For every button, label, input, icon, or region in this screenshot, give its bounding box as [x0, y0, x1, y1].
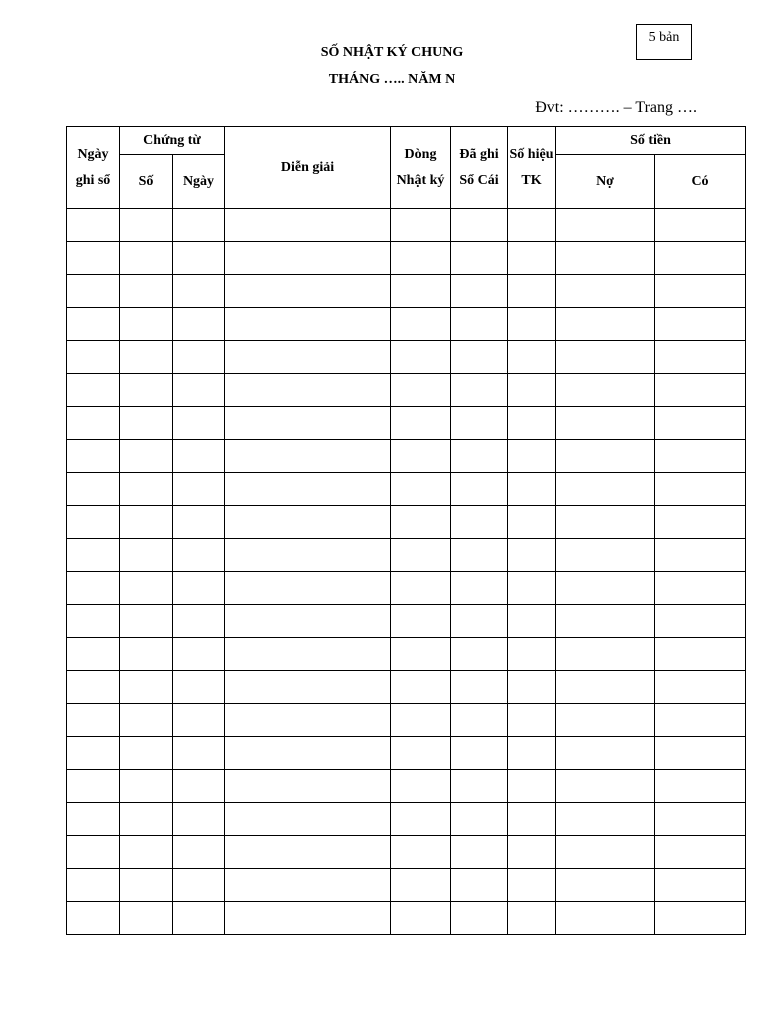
table-cell[interactable]: [391, 836, 451, 869]
table-cell[interactable]: [556, 308, 655, 341]
table-cell[interactable]: [225, 374, 391, 407]
table-cell[interactable]: [225, 440, 391, 473]
table-cell[interactable]: [120, 671, 173, 704]
table-cell[interactable]: [451, 242, 508, 275]
table-cell[interactable]: [508, 407, 556, 440]
table-cell[interactable]: [391, 209, 451, 242]
table-cell[interactable]: [225, 539, 391, 572]
table-row: [67, 308, 746, 341]
table-cell[interactable]: [173, 473, 225, 506]
table-cell[interactable]: [67, 638, 120, 671]
table-cell[interactable]: [451, 572, 508, 605]
table-cell[interactable]: [225, 506, 391, 539]
table-cell[interactable]: [556, 737, 655, 770]
table-cell[interactable]: [391, 737, 451, 770]
table-cell[interactable]: [451, 803, 508, 836]
table-cell[interactable]: [120, 605, 173, 638]
table-cell[interactable]: [173, 770, 225, 803]
table-cell[interactable]: [225, 704, 391, 737]
table-row: [67, 374, 746, 407]
table-cell[interactable]: [173, 374, 225, 407]
table-cell[interactable]: [391, 242, 451, 275]
table-cell[interactable]: [508, 473, 556, 506]
table-cell[interactable]: [120, 308, 173, 341]
table-cell[interactable]: [655, 770, 746, 803]
table-cell[interactable]: [67, 473, 120, 506]
table-cell[interactable]: [655, 539, 746, 572]
table-cell[interactable]: [225, 308, 391, 341]
table-cell[interactable]: [67, 671, 120, 704]
table-cell[interactable]: [120, 440, 173, 473]
table-cell[interactable]: [67, 869, 120, 902]
table-cell[interactable]: [173, 242, 225, 275]
table-cell[interactable]: [120, 770, 173, 803]
table-cell[interactable]: [451, 308, 508, 341]
table-cell[interactable]: [391, 770, 451, 803]
journal-table: [66, 126, 746, 935]
table-cell[interactable]: [655, 869, 746, 902]
table-cell[interactable]: [508, 308, 556, 341]
table-cell[interactable]: [67, 803, 120, 836]
table-cell[interactable]: [508, 671, 556, 704]
table-cell[interactable]: [120, 407, 173, 440]
table-cell[interactable]: [120, 836, 173, 869]
table-cell[interactable]: [391, 869, 451, 902]
table-cell[interactable]: [451, 275, 508, 308]
table-cell[interactable]: [120, 902, 173, 935]
table-cell[interactable]: [120, 803, 173, 836]
table-cell[interactable]: [120, 275, 173, 308]
table-cell[interactable]: [556, 539, 655, 572]
table-cell[interactable]: [508, 737, 556, 770]
table-cell[interactable]: [655, 275, 746, 308]
table-cell[interactable]: [67, 605, 120, 638]
table-cell[interactable]: [67, 506, 120, 539]
table-cell[interactable]: [556, 605, 655, 638]
table-cell[interactable]: [508, 605, 556, 638]
page-title: SỐ NHẬT KÝ CHUNG: [320, 45, 464, 60]
table-cell[interactable]: [391, 275, 451, 308]
table-cell[interactable]: [556, 572, 655, 605]
table-cell[interactable]: [225, 671, 391, 704]
table-cell[interactable]: [173, 902, 225, 935]
table-cell[interactable]: [120, 572, 173, 605]
table-cell[interactable]: [67, 539, 120, 572]
table-cell[interactable]: [556, 770, 655, 803]
table-cell[interactable]: [451, 209, 508, 242]
table-cell[interactable]: [556, 440, 655, 473]
table-cell[interactable]: [655, 308, 746, 341]
table-cell[interactable]: [508, 506, 556, 539]
table-cell[interactable]: [451, 770, 508, 803]
table-cell[interactable]: [451, 869, 508, 902]
table-cell[interactable]: [655, 737, 746, 770]
table-row: [67, 275, 746, 308]
table-cell[interactable]: [451, 374, 508, 407]
table-cell[interactable]: [556, 374, 655, 407]
table-cell[interactable]: [67, 704, 120, 737]
table-cell[interactable]: [508, 440, 556, 473]
table-cell[interactable]: [451, 341, 508, 374]
unit-page-line: Đvt: ………. – Trang ….: [535, 99, 697, 116]
table-cell[interactable]: [451, 704, 508, 737]
table-cell[interactable]: [173, 308, 225, 341]
table-cell[interactable]: [225, 572, 391, 605]
table-cell[interactable]: [391, 308, 451, 341]
table-row: [67, 638, 746, 671]
table-cell[interactable]: [451, 473, 508, 506]
table-row: [67, 737, 746, 770]
table-cell[interactable]: [556, 836, 655, 869]
table-cell[interactable]: [225, 638, 391, 671]
table-cell[interactable]: [451, 638, 508, 671]
table-cell[interactable]: [655, 704, 746, 737]
table-row: [67, 440, 746, 473]
table-cell[interactable]: [508, 242, 556, 275]
table-row: [67, 869, 746, 902]
table-cell[interactable]: [655, 572, 746, 605]
table-cell[interactable]: [508, 770, 556, 803]
table-cell[interactable]: [655, 836, 746, 869]
table-cell[interactable]: [225, 737, 391, 770]
table-cell[interactable]: [655, 473, 746, 506]
table-cell[interactable]: [173, 638, 225, 671]
table-cell[interactable]: [173, 572, 225, 605]
table-cell[interactable]: [67, 374, 120, 407]
table-cell[interactable]: [225, 902, 391, 935]
table-cell[interactable]: [655, 209, 746, 242]
header-no: Nợ: [556, 155, 655, 209]
table-row: [67, 605, 746, 638]
table-cell[interactable]: [508, 209, 556, 242]
table-cell[interactable]: [173, 209, 225, 242]
table-cell[interactable]: [508, 902, 556, 935]
table-cell[interactable]: [655, 605, 746, 638]
table-cell[interactable]: [173, 704, 225, 737]
table-cell[interactable]: [67, 275, 120, 308]
table-row: [67, 704, 746, 737]
table-cell[interactable]: [120, 506, 173, 539]
table-cell[interactable]: [508, 539, 556, 572]
table-cell[interactable]: [556, 704, 655, 737]
table-cell[interactable]: [67, 209, 120, 242]
table-cell[interactable]: [391, 539, 451, 572]
table-cell[interactable]: [556, 209, 655, 242]
table-cell[interactable]: [508, 275, 556, 308]
table-cell[interactable]: [556, 803, 655, 836]
table-cell[interactable]: [655, 902, 746, 935]
table-cell[interactable]: [451, 407, 508, 440]
table-cell[interactable]: [508, 374, 556, 407]
copies-box: 5 bản: [636, 24, 692, 60]
table-cell[interactable]: [451, 539, 508, 572]
table-cell[interactable]: [120, 374, 173, 407]
table-cell[interactable]: [508, 836, 556, 869]
table-cell[interactable]: [556, 473, 655, 506]
table-cell[interactable]: [391, 506, 451, 539]
table-cell[interactable]: [225, 869, 391, 902]
table-cell[interactable]: [391, 473, 451, 506]
table-cell[interactable]: [391, 902, 451, 935]
table-cell[interactable]: [67, 407, 120, 440]
table-cell[interactable]: [655, 407, 746, 440]
table-cell[interactable]: [655, 242, 746, 275]
table-cell[interactable]: [391, 407, 451, 440]
journal-body: [67, 209, 746, 935]
table-cell[interactable]: [556, 902, 655, 935]
table-cell[interactable]: [120, 209, 173, 242]
table-cell[interactable]: [173, 737, 225, 770]
table-cell[interactable]: [173, 275, 225, 308]
table-cell[interactable]: [451, 671, 508, 704]
table-cell[interactable]: [451, 506, 508, 539]
table-cell[interactable]: [655, 341, 746, 374]
table-row: [67, 473, 746, 506]
table-row: [67, 341, 746, 374]
table-cell[interactable]: [391, 440, 451, 473]
table-cell[interactable]: [225, 605, 391, 638]
table-cell[interactable]: [391, 572, 451, 605]
table-cell[interactable]: [655, 440, 746, 473]
table-cell[interactable]: [173, 407, 225, 440]
header-chung-tu: Chứng từ: [120, 127, 225, 155]
table-cell[interactable]: [451, 737, 508, 770]
table-cell[interactable]: [67, 572, 120, 605]
header-co: Có: [655, 155, 746, 209]
table-row: [67, 242, 746, 275]
table-row: [67, 506, 746, 539]
table-cell[interactable]: [173, 539, 225, 572]
table-cell[interactable]: [225, 770, 391, 803]
table-row: [67, 209, 746, 242]
table-cell[interactable]: [556, 869, 655, 902]
table-cell[interactable]: [508, 572, 556, 605]
header-da-ghi-so-cai: Đã ghi Sổ Cái: [451, 127, 508, 209]
header-dong-nhat-ky: Dòng Nhật ký: [391, 127, 451, 209]
table-cell[interactable]: [391, 605, 451, 638]
table-cell[interactable]: [556, 275, 655, 308]
table-cell[interactable]: [655, 374, 746, 407]
table-cell[interactable]: [556, 242, 655, 275]
table-cell[interactable]: [225, 407, 391, 440]
table-cell[interactable]: [391, 374, 451, 407]
table-cell[interactable]: [556, 407, 655, 440]
header-ngay-ghi-so: Ngày ghi sổ: [67, 127, 120, 209]
table-row: [67, 671, 746, 704]
header-so-hieu-tk: Số hiệu TK: [508, 127, 556, 209]
table-cell[interactable]: [508, 704, 556, 737]
table-cell[interactable]: [556, 506, 655, 539]
table-cell[interactable]: [391, 803, 451, 836]
table-cell[interactable]: [67, 770, 120, 803]
table-cell[interactable]: [655, 638, 746, 671]
table-cell[interactable]: [451, 836, 508, 869]
table-row: [67, 539, 746, 572]
table-cell[interactable]: [67, 737, 120, 770]
table-cell[interactable]: [451, 605, 508, 638]
table-cell[interactable]: [120, 242, 173, 275]
table-cell[interactable]: [391, 671, 451, 704]
table-cell[interactable]: [173, 671, 225, 704]
table-cell[interactable]: [508, 803, 556, 836]
table-cell[interactable]: [173, 440, 225, 473]
table-cell[interactable]: [391, 704, 451, 737]
table-cell[interactable]: [225, 473, 391, 506]
header-chung-tu-ngay: Ngày: [173, 155, 225, 209]
table-cell[interactable]: [67, 242, 120, 275]
table-cell[interactable]: [120, 704, 173, 737]
table-cell[interactable]: [173, 506, 225, 539]
table-cell[interactable]: [173, 605, 225, 638]
table-cell[interactable]: [508, 341, 556, 374]
table-cell[interactable]: [120, 638, 173, 671]
table-cell[interactable]: [508, 638, 556, 671]
header-chung-tu-so: Số: [120, 155, 173, 209]
table-cell[interactable]: [120, 341, 173, 374]
table-cell[interactable]: [655, 506, 746, 539]
table-cell[interactable]: [556, 638, 655, 671]
header-so-tien: Số tiền: [556, 127, 746, 155]
table-cell[interactable]: [655, 671, 746, 704]
table-cell[interactable]: [67, 341, 120, 374]
table-cell[interactable]: [225, 836, 391, 869]
table-cell[interactable]: [67, 440, 120, 473]
table-cell[interactable]: [451, 440, 508, 473]
table-cell[interactable]: [67, 308, 120, 341]
table-cell[interactable]: [451, 902, 508, 935]
table-cell[interactable]: [655, 803, 746, 836]
table-cell[interactable]: [120, 869, 173, 902]
table-row: [67, 803, 746, 836]
table-row: [67, 407, 746, 440]
table-cell[interactable]: [120, 539, 173, 572]
table-cell[interactable]: [67, 902, 120, 935]
table-cell[interactable]: [225, 275, 391, 308]
table-cell[interactable]: [173, 803, 225, 836]
table-cell[interactable]: [225, 209, 391, 242]
header-dien-giai: Diễn giải: [225, 127, 391, 209]
table-row: [67, 902, 746, 935]
table-cell[interactable]: [225, 803, 391, 836]
table-cell[interactable]: [120, 737, 173, 770]
table-cell[interactable]: [556, 671, 655, 704]
table-cell[interactable]: [508, 869, 556, 902]
page-subtitle: THÁNG ….. NĂM N: [328, 72, 456, 87]
table-cell[interactable]: [391, 341, 451, 374]
table-cell[interactable]: [225, 341, 391, 374]
table-cell[interactable]: [173, 869, 225, 902]
table-cell[interactable]: [120, 473, 173, 506]
table-cell[interactable]: [225, 242, 391, 275]
table-cell[interactable]: [556, 341, 655, 374]
table-cell[interactable]: [173, 836, 225, 869]
table-cell[interactable]: [67, 836, 120, 869]
table-row: [67, 770, 746, 803]
table-cell[interactable]: [173, 341, 225, 374]
table-row: [67, 836, 746, 869]
table-row: [67, 572, 746, 605]
table-cell[interactable]: [391, 638, 451, 671]
